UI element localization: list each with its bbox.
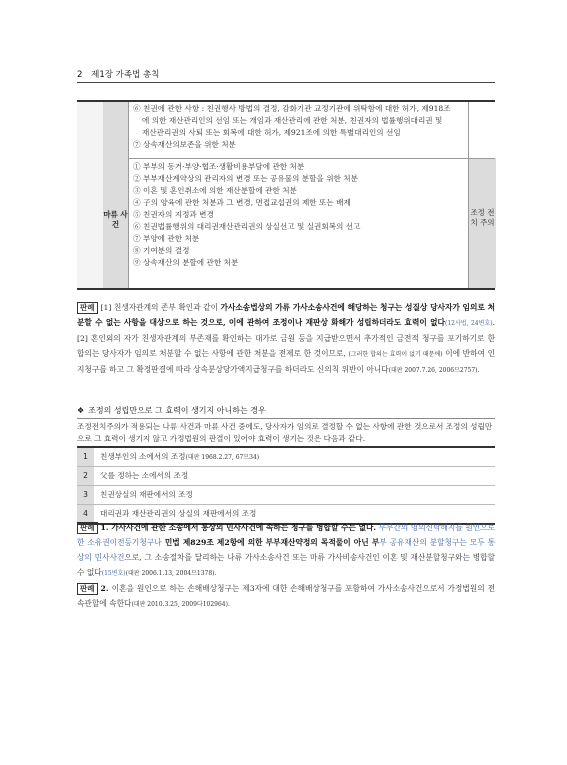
non-effect-list — [77, 446, 495, 525]
ruling-paragraph-1 — [77, 300, 495, 378]
category-label: 마류 사건 — [103, 210, 128, 229]
list-item: ⑨ 상속재산의 분할에 관한 처분 — [133, 258, 239, 267]
row-text — [100, 448, 259, 467]
section-rule — [77, 418, 495, 419]
row-number: 4 — [77, 505, 94, 523]
table-row — [77, 446, 495, 466]
category-cell — [103, 102, 129, 288]
row-text: 친권상실의 재판에서의 조정 — [100, 490, 193, 499]
list-item: ⑥ 친권법률행위의 대리권재산관리권의 상실선고 및 실권회복의 선고 — [133, 222, 361, 231]
running-header — [77, 68, 159, 80]
ruling-paragraph-2 — [77, 520, 495, 581]
ruling-emphasis: 1. 가사사건에 관한 소송에서 통상의 민사사건에 속하는 청구를 병합할 수는 없다. — [100, 523, 377, 532]
ruling-paragraph-3 — [77, 581, 495, 612]
row-number: 2 — [77, 467, 94, 485]
ruling-highlight: 부부간의 명의신탁해지를 원인으로 한 소유권이전등기청구나 — [77, 523, 495, 547]
table-left-column — [77, 102, 104, 288]
exam-citation: (15변호) — [101, 570, 126, 577]
case-citation: (대판 2006.1.13, 2004므1378). — [125, 570, 217, 577]
ruling-badge: 판례 — [77, 583, 98, 595]
section-title: 조정의 성립만으로 그 효력이 생기지 아니하는 경우 — [88, 406, 266, 415]
list-item: ⑧ 기여분의 결정 — [133, 246, 190, 255]
table-top-rule — [77, 100, 495, 102]
list-item: ⑦ 상속재산의보존을 위한 처분 — [133, 140, 236, 149]
table-row — [77, 466, 495, 485]
upper-item-list — [133, 103, 463, 151]
row-number: 3 — [77, 486, 94, 504]
ruling-text: 이혼을 원인으로 하는 손해배상청구는 제3자에 대한 손해배상청구를 포함하여 가사소송사건으로서 가정법원의 전속관할에 속한다 — [77, 584, 496, 608]
side-cell — [468, 158, 496, 288]
ruling-badge: 판례 — [77, 302, 98, 314]
parenthetical-note: (그러한 합의는 효력이 없기 때문에) — [348, 351, 443, 358]
lower-item-list — [133, 161, 463, 269]
ruling-highlight: 부 공유재산의 분할청구는 모두 통상의 민사사건 — [77, 538, 495, 562]
case-citation: (대판 2010.3.25, 2009다102964). — [131, 601, 230, 608]
row-text: 대리권과 재산관리권의 상실의 재판에서의 조정 — [100, 509, 257, 518]
ruling-text: 이에 반하여 인지청구를 하고 그 확정판결에 따라 상속분상당가액지급청구를 하더라도 신의칙 위반이 아니다 — [77, 349, 495, 374]
list-item: 재산관리권의 사퇴 또는 회복에 대한 허가, 제921조에 의한 특별대리인의 선임 — [142, 128, 401, 137]
side-label: 조정 전치 주의 — [470, 208, 495, 227]
side-cell-upper — [468, 102, 496, 158]
ruling-badge: 판례 — [77, 522, 98, 534]
row-label: 친생부인의 소에서의 조정 — [100, 452, 186, 461]
list-item: ⑥ 친권에 관한 사항 : 친권행사 방법의 결정, 감화기관 교정기관에 위탁함에 대한 허가, 제918조 — [133, 104, 451, 113]
row-citation: (대판 1968.2.27, 67므34) — [185, 454, 260, 461]
list-item: ⑦ 부양에 관한 처분 — [133, 234, 200, 243]
table-row — [77, 485, 495, 504]
case-type-table — [77, 100, 495, 290]
diamond-bullet-icon: ❖ — [77, 406, 85, 415]
ruling-emphasis: 민법 제829조 제2항에 의한 부부재산약정의 목적물이 아닌 부 — [161, 538, 380, 547]
ruling-text: 으로, 그 소송절차를 달리하는 나류 가사소송사건 또는 마류 가사비송사건인 이혼 및 재산분할청구와는 병합할 수 없다 — [77, 553, 495, 577]
table-divider — [129, 158, 495, 159]
list-item: 에 의한 재산관리인의 선임 또는 개임과 재산관리에 관한 처분, 친권자의 법률행위대리권 및 — [142, 116, 443, 125]
row-text: 父를 정하는 소에서의 조정 — [100, 471, 189, 480]
exam-citation: (12사법, 24변호) — [444, 320, 493, 327]
list-item: ③ 이혼 및 혼인취소에 의한 재산분할에 관한 처분 — [133, 186, 297, 195]
list-item: ② 부부재산계약상의 관리자의 변경 또는 공유물의 분할을 위한 처분 — [133, 174, 358, 183]
case-citation: (대판 2007.7.26, 2006므2757). — [388, 367, 480, 374]
list-item: ⑤ 친권자의 지정과 변경 — [133, 210, 214, 219]
ruling-text: . [2] 혼인외의 자가 친생자관계의 부존재를 확인하는 대가로 금원 등을 지급받으면서 추가적인 금전적 청구를 포기하기로 한 합의는 당사자가 임의로 처분할 수 없는 사항에 관한 처분을 전제로 한 것이므로, — [77, 318, 495, 358]
section-heading — [77, 405, 266, 416]
header-rule — [77, 82, 495, 83]
page-number: 2 — [77, 70, 83, 80]
ruling-number: 2. — [100, 584, 112, 593]
chapter-title: 제1장 가족법 총칙 — [91, 70, 160, 80]
table-bottom-rule — [77, 288, 495, 290]
list-item: ① 부부의 동거·부양·협조·생활비용부담에 관한 처분 — [133, 162, 305, 171]
ruling-emphasis: 가사소송법상의 가류 가사소송사건에 해당하는 청구는 성질상 당사자가 임의로 처분할 수 없는 사항을 대상으로 하는 것으로, 이에 관하여 조정이나 재판상 화해가 성립하더라도 효력이 없다 — [77, 303, 495, 327]
ruling-text: [1] 친생자관계의 존부 확인과 같이 — [100, 303, 221, 312]
list-item: ④ 子의 양육에 관한 처분과 그 변경, 면접교섭권의 제한 또는 배제 — [133, 198, 351, 207]
section-intro: 조정전치주의가 적용되는 나류 사건과 마류 사건 중에도, 당사자가 임의로 결정할 수 없는 사항에 관한 것으로서 조정의 성립만으로 그 효력이 생기지 않고 가정법원의 판결이 있어야 효력이 생기는 것은 다음과 같다. — [77, 422, 493, 443]
row-number: 1 — [77, 448, 94, 466]
